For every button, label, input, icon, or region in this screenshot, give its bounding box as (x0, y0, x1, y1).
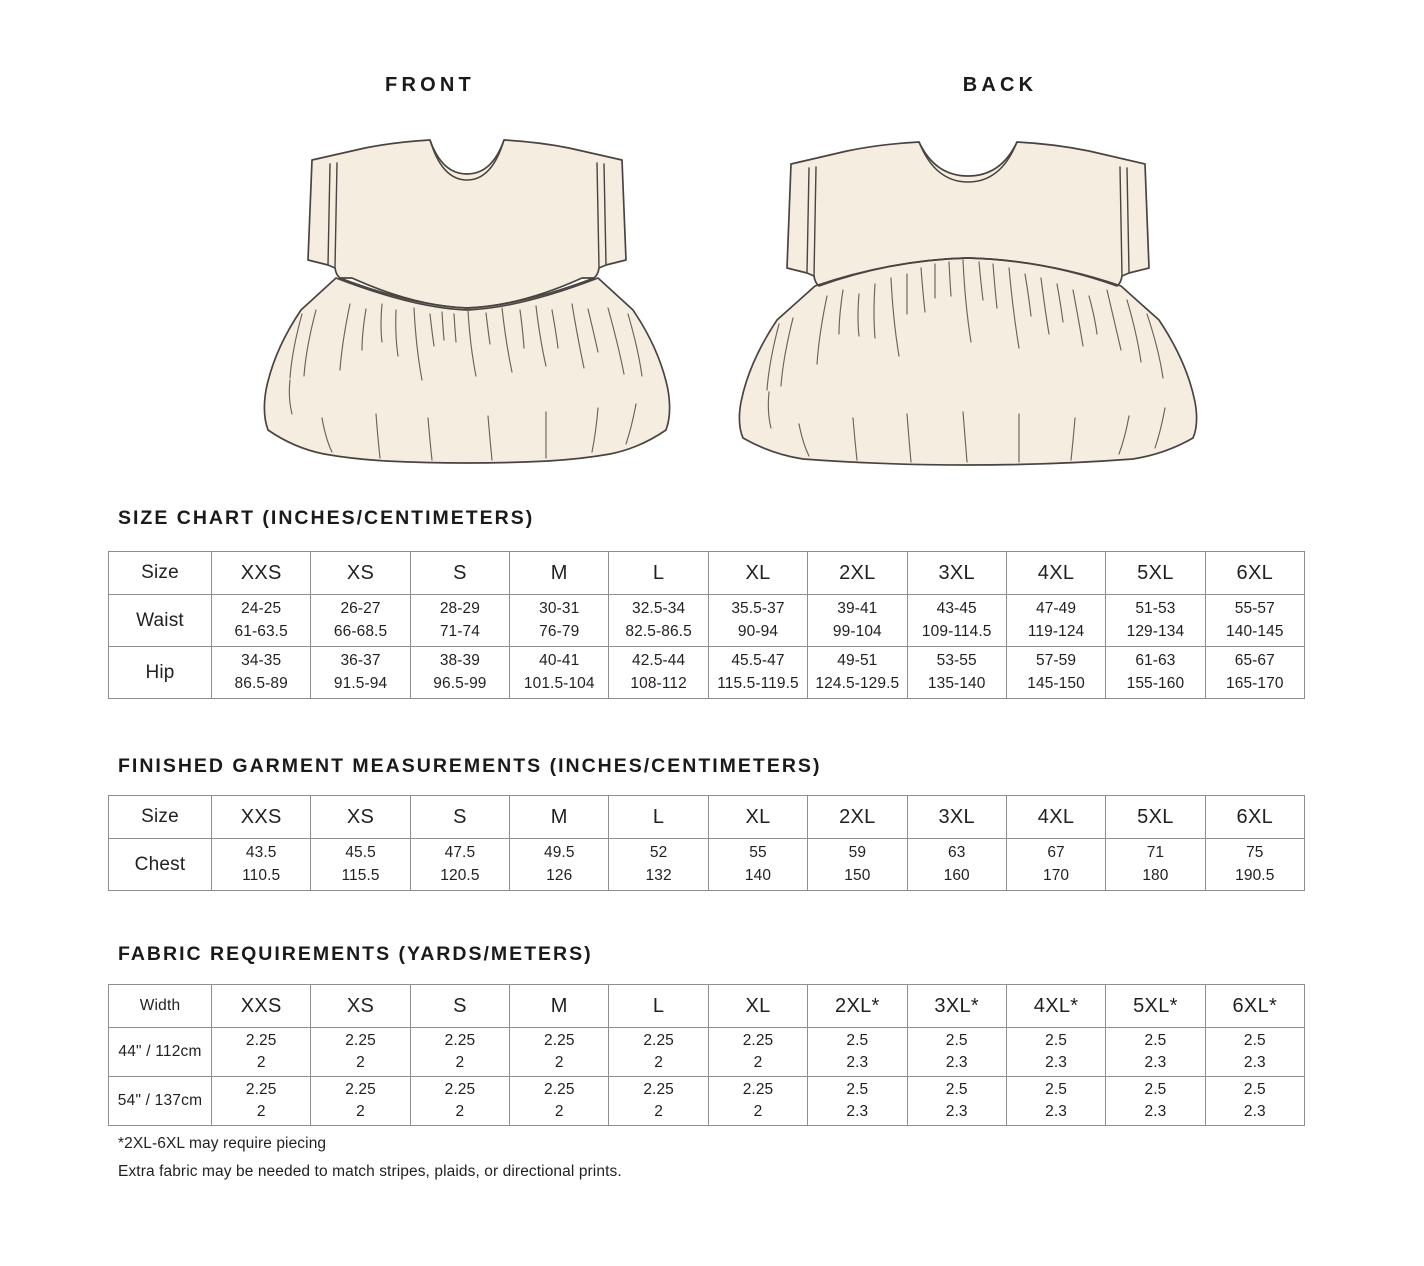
value-meters: 2.3 (1243, 1054, 1266, 1071)
value-cm: 115.5 (341, 866, 380, 884)
table-header-row (109, 552, 1305, 595)
column-header: 2XL (808, 552, 907, 595)
measurement-cell (1205, 839, 1304, 891)
value-meters: 2 (455, 1054, 465, 1071)
value-yards: 2.25 (345, 1031, 376, 1049)
fabric-cell (808, 1028, 907, 1077)
value-yards: 2.5 (1243, 1080, 1266, 1098)
fabric-cell (708, 1028, 807, 1077)
value-meters: 2.3 (846, 1103, 869, 1120)
value-cm: 76-79 (539, 622, 580, 640)
column-header: 3XL* (907, 985, 1006, 1028)
value-inches: 67 (1047, 844, 1065, 862)
fabric-cell (212, 1077, 311, 1126)
fabric-cell (907, 1028, 1006, 1077)
back-garment-illustration (735, 118, 1255, 473)
column-header: XL (708, 985, 807, 1028)
value-inches: 75 (1246, 844, 1264, 862)
column-header: XXS (212, 796, 311, 839)
table-row (109, 1077, 1305, 1126)
column-header: XXS (212, 985, 311, 1028)
value-inches: 38-39 (439, 652, 480, 670)
size-chart-table (108, 551, 1305, 699)
fabric-cell (708, 1077, 807, 1126)
measurement-cell (708, 595, 807, 647)
column-header: L (609, 552, 708, 595)
value-inches: 45.5 (345, 844, 376, 862)
value-meters: 2 (356, 1103, 365, 1120)
table-row (109, 647, 1305, 699)
fabric-cell (907, 1077, 1006, 1126)
fabric-cell (808, 1077, 907, 1126)
column-header: 3XL (907, 796, 1006, 839)
measurement-cell (1106, 647, 1205, 699)
value-cm: 108-112 (630, 674, 687, 692)
column-header: S (410, 552, 509, 595)
value-cm: 119-124 (1027, 622, 1085, 640)
measurement-cell (1205, 647, 1304, 699)
value-inches: 35.5-37 (731, 600, 785, 618)
column-header: L (609, 796, 708, 839)
value-yards: 2.25 (245, 1031, 277, 1049)
value-inches: 52 (649, 844, 668, 862)
column-header: 3XL (907, 552, 1006, 595)
table-row (109, 595, 1305, 647)
measurement-cell (609, 647, 708, 699)
value-inches: 55 (749, 844, 767, 862)
value-inches: 57-59 (1035, 652, 1077, 670)
value-cm: 124.5-129.5 (815, 674, 900, 692)
column-header: 5XL* (1106, 985, 1205, 1028)
row-label: Hip (109, 647, 212, 699)
value-inches: 32.5-34 (631, 600, 686, 618)
column-header: 2XL (808, 796, 907, 839)
measurement-cell (212, 595, 311, 647)
value-cm: 96.5-99 (433, 674, 487, 692)
value-yards: 2.5 (1045, 1031, 1067, 1049)
value-meters: 2 (256, 1103, 266, 1120)
fabric-cell (1205, 1077, 1304, 1126)
value-meters: 2 (455, 1103, 465, 1120)
value-inches: 49.5 (543, 844, 575, 862)
column-header: L (609, 985, 708, 1028)
value-meters: 2.3 (1243, 1103, 1266, 1120)
value-yards: 2.25 (444, 1031, 476, 1049)
value-cm: 99-104 (832, 622, 882, 640)
value-inches: 28-29 (439, 600, 480, 618)
value-inches: 43-45 (936, 600, 977, 618)
measurement-cell (311, 839, 410, 891)
value-inches: 40-41 (539, 652, 580, 670)
value-cm: 71-74 (439, 622, 480, 640)
column-header: Size (109, 552, 212, 595)
column-header: XS (311, 552, 410, 595)
value-cm: 115.5-119.5 (717, 674, 799, 692)
row-label: 54" / 137cm (109, 1077, 212, 1126)
measurement-cell (410, 647, 509, 699)
fabric-cell (510, 1077, 609, 1126)
value-inches: 65-67 (1234, 652, 1275, 670)
measurement-cell (212, 647, 311, 699)
value-cm: 150 (844, 866, 871, 884)
fabric-requirements-heading: FABRIC REQUIREMENTS (YARDS/METERS) (118, 943, 593, 965)
finished-garment-table (108, 795, 1305, 891)
measurement-cell (609, 595, 708, 647)
measurement-cell (708, 839, 807, 891)
value-meters: 2 (554, 1054, 564, 1071)
footnote-extra-fabric: Extra fabric may be needed to match stripes, plaids, or directional prints. (118, 1163, 622, 1180)
value-inches: 63 (947, 844, 966, 862)
value-meters: 2.3 (945, 1054, 968, 1071)
column-header: 5XL (1106, 552, 1205, 595)
value-yards: 2.25 (444, 1080, 476, 1098)
value-cm: 109-114.5 (921, 622, 992, 640)
column-header: Width (109, 985, 212, 1028)
measurement-cell (1106, 595, 1205, 647)
column-header: XL (708, 796, 807, 839)
value-inches: 43.5 (245, 844, 277, 862)
value-cm: 190.5 (1235, 866, 1275, 884)
column-header: 4XL* (1006, 985, 1105, 1028)
value-meters: 2.3 (1045, 1054, 1067, 1071)
value-yards: 2.5 (1243, 1031, 1266, 1049)
value-inches: 30-31 (539, 600, 580, 618)
value-cm: 170 (1042, 866, 1070, 884)
column-header: M (510, 552, 609, 595)
fabric-cell (311, 1077, 410, 1126)
value-cm: 155-160 (1126, 674, 1185, 692)
measurement-cell (907, 839, 1006, 891)
value-cm: 120.5 (440, 866, 480, 884)
measurement-cell (808, 647, 907, 699)
value-cm: 91.5-94 (333, 674, 388, 692)
value-inches: 51-53 (1135, 600, 1176, 618)
measurement-cell (1006, 839, 1105, 891)
value-yards: 2.5 (1045, 1080, 1067, 1098)
value-meters: 2 (554, 1103, 564, 1120)
value-cm: 82.5-86.5 (625, 622, 692, 640)
value-inches: 61-63 (1135, 652, 1176, 670)
value-yards: 2.25 (345, 1080, 376, 1098)
value-inches: 24-25 (241, 600, 282, 618)
table-header-row (109, 796, 1305, 839)
measurement-cell (808, 595, 907, 647)
value-yards: 2.5 (1144, 1080, 1167, 1098)
column-header: 6XL* (1205, 985, 1304, 1028)
column-header: XS (311, 796, 410, 839)
footnote-piecing: *2XL-6XL may require piecing (118, 1135, 327, 1152)
measurement-cell (311, 595, 410, 647)
value-cm: 145-150 (1027, 674, 1085, 692)
value-inches: 39-41 (837, 600, 878, 618)
measurement-cell (907, 647, 1006, 699)
value-cm: 140-145 (1226, 622, 1284, 640)
column-header: M (510, 985, 609, 1028)
value-inches: 71 (1146, 844, 1165, 862)
measurement-cell (1205, 595, 1304, 647)
value-cm: 61-63.5 (234, 622, 288, 640)
column-header: M (510, 796, 609, 839)
measurement-cell (808, 839, 907, 891)
value-yards: 2.25 (643, 1031, 674, 1049)
value-inches: 47.5 (444, 844, 476, 862)
value-meters: 2 (654, 1054, 663, 1071)
value-inches: 55-57 (1234, 600, 1275, 618)
fabric-cell (1006, 1028, 1105, 1077)
measurement-cell (609, 839, 708, 891)
front-garment-illustration (190, 118, 690, 473)
value-inches: 47-49 (1035, 600, 1077, 618)
measurement-cell (510, 647, 609, 699)
value-inches: 42.5-44 (631, 652, 686, 670)
table-row (109, 1028, 1305, 1077)
column-header: 6XL (1205, 552, 1304, 595)
value-cm: 165-170 (1226, 674, 1284, 692)
value-yards: 2.5 (846, 1031, 869, 1049)
value-cm: 129-134 (1126, 622, 1185, 640)
fabric-cell (609, 1028, 708, 1077)
value-yards: 2.25 (245, 1080, 277, 1098)
value-yards: 2.5 (945, 1080, 968, 1098)
value-inches: 45.5-47 (731, 652, 785, 670)
measurement-cell (708, 647, 807, 699)
value-inches: 26-27 (340, 600, 381, 618)
value-meters: 2.3 (1144, 1103, 1167, 1120)
table-row (109, 839, 1305, 891)
value-inches: 49-51 (837, 652, 878, 670)
value-cm: 86.5-89 (234, 674, 288, 692)
column-header: 4XL (1006, 552, 1105, 595)
value-cm: 101.5-104 (523, 674, 595, 692)
measurement-cell (907, 595, 1006, 647)
back-view-label: BACK (962, 74, 1038, 96)
value-yards: 2.25 (543, 1080, 575, 1098)
fabric-cell (1106, 1028, 1205, 1077)
value-cm: 110.5 (242, 866, 281, 884)
size-chart-heading: SIZE CHART (INCHES/CENTIMETERS) (118, 507, 535, 529)
measurement-cell (212, 839, 311, 891)
row-label: Waist (109, 595, 212, 647)
fabric-cell (1106, 1077, 1205, 1126)
column-header: XXS (212, 552, 311, 595)
value-inches: 34-35 (241, 652, 282, 670)
column-header: S (410, 985, 509, 1028)
value-yards: 2.5 (945, 1031, 968, 1049)
measurement-cell (410, 839, 509, 891)
value-meters: 2.3 (945, 1103, 968, 1120)
fabric-cell (609, 1077, 708, 1126)
front-view-label: FRONT (385, 74, 475, 96)
finished-garment-heading: FINISHED GARMENT MEASUREMENTS (INCHES/CENTIMETERS) (118, 755, 822, 777)
value-meters: 2 (753, 1054, 763, 1071)
measurement-cell (1106, 839, 1205, 891)
row-label: 44" / 112cm (109, 1028, 212, 1077)
value-inches: 53-55 (936, 652, 977, 670)
row-label: Chest (109, 839, 212, 891)
column-header: XS (311, 985, 410, 1028)
value-meters: 2 (753, 1103, 763, 1120)
column-header: S (410, 796, 509, 839)
garment-illustrations (0, 0, 1424, 492)
fabric-cell (311, 1028, 410, 1077)
value-meters: 2 (256, 1054, 266, 1071)
fabric-cell (1205, 1028, 1304, 1077)
fabric-cell (212, 1028, 311, 1077)
value-cm: 90-94 (737, 622, 779, 640)
value-cm: 180 (1142, 866, 1169, 884)
value-yards: 2.25 (643, 1080, 674, 1098)
column-header: Size (109, 796, 212, 839)
column-header: 5XL (1106, 796, 1205, 839)
value-cm: 135-140 (927, 674, 986, 692)
measurement-cell (311, 647, 410, 699)
value-yards: 2.25 (742, 1080, 774, 1098)
fabric-cell (410, 1077, 509, 1126)
measurement-cell (510, 595, 609, 647)
value-meters: 2.3 (846, 1054, 869, 1071)
fabric-cell (510, 1028, 609, 1077)
measurement-cell (1006, 595, 1105, 647)
measurement-cell (510, 839, 609, 891)
fabric-cell (1006, 1077, 1105, 1126)
fabric-cell (410, 1028, 509, 1077)
value-yards: 2.5 (1144, 1031, 1167, 1049)
value-cm: 66-68.5 (333, 622, 388, 640)
value-meters: 2.3 (1144, 1054, 1167, 1071)
value-cm: 132 (645, 866, 672, 884)
column-header: XL (708, 552, 807, 595)
value-yards: 2.5 (846, 1080, 869, 1098)
value-inches: 59 (848, 844, 867, 862)
value-meters: 2 (356, 1054, 365, 1071)
table-header-row (109, 985, 1305, 1028)
column-header: 6XL (1205, 796, 1304, 839)
column-header: 2XL* (808, 985, 907, 1028)
value-yards: 2.25 (742, 1031, 774, 1049)
value-cm: 126 (546, 866, 573, 884)
value-meters: 2 (654, 1103, 663, 1120)
value-yards: 2.25 (543, 1031, 575, 1049)
value-meters: 2.3 (1045, 1103, 1067, 1120)
value-cm: 160 (943, 866, 970, 884)
fabric-requirements-table (108, 984, 1305, 1126)
value-cm: 140 (744, 866, 772, 884)
measurement-cell (1006, 647, 1105, 699)
measurement-cell (410, 595, 509, 647)
value-inches: 36-37 (340, 652, 381, 670)
column-header: 4XL (1006, 796, 1105, 839)
